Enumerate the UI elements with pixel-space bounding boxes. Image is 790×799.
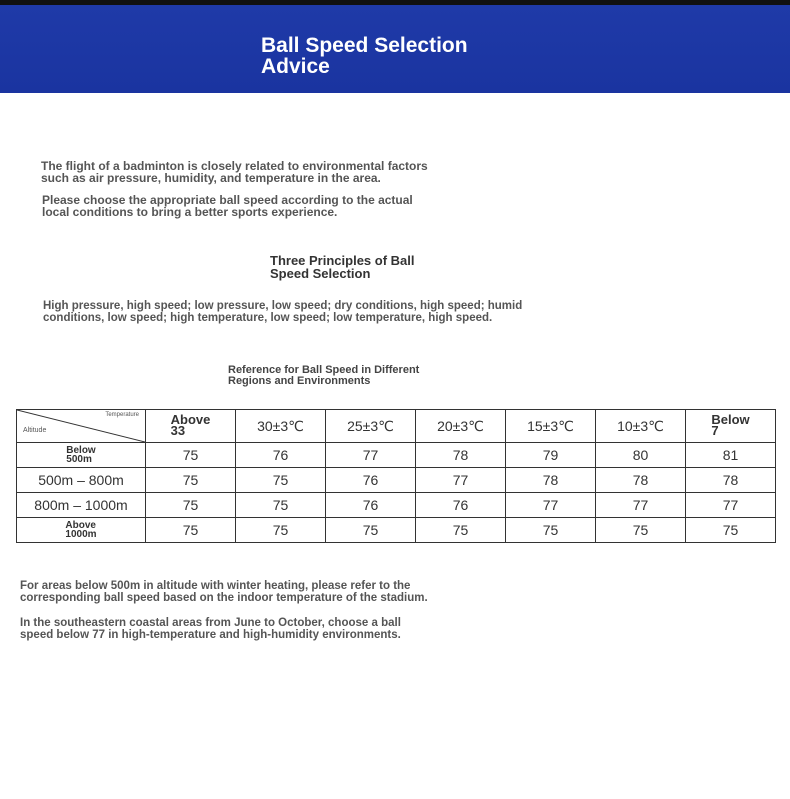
row-header: Above 1000m — [17, 518, 146, 543]
table-cell: 77 — [686, 493, 776, 518]
table-cell: 78 — [416, 443, 506, 468]
table-cell: 76 — [416, 493, 506, 518]
table-cell: 79 — [506, 443, 596, 468]
table-cell: 76 — [326, 468, 416, 493]
corner-cell — [17, 410, 146, 443]
table-cell: 77 — [326, 443, 416, 468]
table-title: Reference for Ball Speed in Different Regions and Environments — [228, 364, 420, 387]
table-cell: 77 — [506, 493, 596, 518]
table-cell: 75 — [416, 518, 506, 543]
table-cell: 77 — [596, 493, 686, 518]
row-header: 800m – 1000m — [17, 493, 146, 518]
table-cell: 75 — [506, 518, 596, 543]
page-title: Ball Speed Selection Advice — [261, 34, 468, 78]
table-cell: 78 — [686, 468, 776, 493]
principles-heading: Three Principles of Ball Speed Selection — [270, 253, 415, 281]
column-header: Above 33 — [146, 410, 236, 443]
table-cell: 80 — [596, 443, 686, 468]
row-header: Below 500m — [17, 443, 146, 468]
table-row — [17, 493, 776, 518]
column-header: 15±3℃ — [506, 410, 596, 443]
principles-text: High pressure, high speed; low pressure, low speed; dry conditions, high speed; humid conditions, low speed; high temperature, low speed; low temperature, high speed. — [43, 300, 523, 324]
note-coastal: In the southeastern coastal areas from June to October, choose a ball speed below 77 in high-temperature and high-humidity environments. — [20, 617, 401, 641]
table-cell: 76 — [326, 493, 416, 518]
note-heating: For areas below 500m in altitude with winter heating, please refer to the corresponding ball speed based on the indoor temperature of the stadium. — [20, 580, 428, 604]
column-header: 10±3℃ — [596, 410, 686, 443]
table-cell: 75 — [686, 518, 776, 543]
table-cell: 75 — [146, 468, 236, 493]
intro-paragraph-2: Please choose the appropriate ball speed according to the actual local conditions to bring a better sports experience. — [42, 193, 413, 219]
table-cell: 75 — [596, 518, 686, 543]
table-cell: 78 — [596, 468, 686, 493]
header-banner — [0, 5, 790, 93]
table-row — [17, 443, 776, 468]
ball-speed-table — [16, 409, 776, 543]
column-header: 30±3℃ — [236, 410, 326, 443]
table-cell: 75 — [326, 518, 416, 543]
table-cell: 81 — [686, 443, 776, 468]
table-cell: 75 — [146, 518, 236, 543]
table-row — [17, 518, 776, 543]
table-cell: 75 — [236, 493, 326, 518]
table-cell: 77 — [416, 468, 506, 493]
table-cell: 75 — [236, 468, 326, 493]
table-cell: 75 — [236, 518, 326, 543]
column-header: 25±3℃ — [326, 410, 416, 443]
corner-temperature-label: Temperature — [105, 412, 139, 418]
column-header: Below 7 — [686, 410, 776, 443]
table-cell: 78 — [506, 468, 596, 493]
column-header: 20±3℃ — [416, 410, 506, 443]
table-cell: 76 — [236, 443, 326, 468]
corner-altitude-label: Altitude — [23, 427, 47, 434]
row-header: 500m – 800m — [17, 468, 146, 493]
table-cell: 75 — [146, 443, 236, 468]
table-cell: 75 — [146, 493, 236, 518]
intro-paragraph-1: The flight of a badminton is closely related to environmental factors such as air pressure, humidity, and temperature in the area. — [41, 159, 428, 185]
table-row — [17, 468, 776, 493]
table-header-row — [17, 410, 776, 443]
